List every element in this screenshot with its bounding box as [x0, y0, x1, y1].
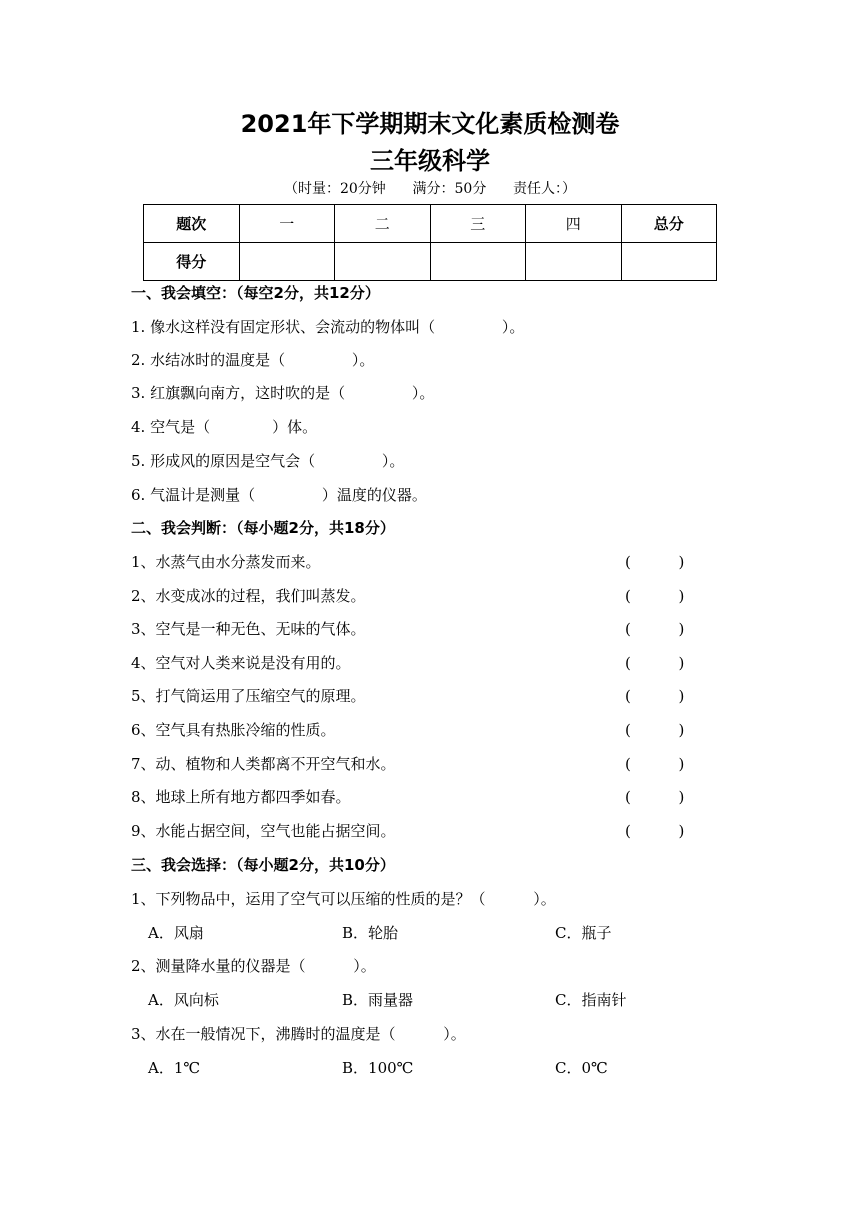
true-false-question: 9、水能占据空间，空气也能占据空间。: [131, 822, 396, 840]
exam-meta: （时量：20分钟 满分：50分 责任人：）: [283, 181, 577, 197]
choice-question: 3、水在一般情况下，沸腾时的温度是（ ）。: [131, 1025, 466, 1043]
score-table-header-cell: 题次: [144, 205, 240, 243]
choice-option-b[interactable]: B．轮胎: [342, 924, 399, 942]
fill-blank-question: 1. 像水这样没有固定形状、会流动的物体叫（ ）。: [131, 318, 525, 336]
choice-option-c[interactable]: C．0℃: [555, 1059, 608, 1077]
fill-blank-question: 2. 水结冰时的温度是（ ）。: [131, 351, 375, 369]
choice-option-a[interactable]: A．1℃: [148, 1059, 201, 1077]
fill-blank-question: 4. 空气是（ ）体。: [131, 418, 318, 436]
true-false-question: 8、地球上所有地方都四季如春。: [131, 788, 351, 806]
fill-blank-question: 6. 气温计是测量（ ）温度的仪器。: [131, 486, 427, 504]
answer-blank[interactable]: ( ): [625, 687, 685, 705]
true-false-question: 7、动、植物和人类都离不开空气和水。: [131, 755, 396, 773]
score-cell[interactable]: [335, 243, 431, 281]
choice-option-b[interactable]: B．雨量器: [342, 991, 414, 1009]
section-heading-fill-blank: 一、我会填空：（每空2分，共12分）: [131, 284, 380, 302]
answer-blank[interactable]: ( ): [625, 721, 685, 739]
true-false-question: 4、空气对人类来说是没有用的。: [131, 654, 351, 672]
answer-blank[interactable]: ( ): [625, 755, 685, 773]
score-table-header-cell: 总分: [621, 205, 717, 243]
score-cell[interactable]: [239, 243, 335, 281]
fill-blank-question: 5. 形成风的原因是空气会（ ）。: [131, 452, 405, 470]
answer-blank[interactable]: ( ): [625, 822, 685, 840]
answer-blank[interactable]: ( ): [625, 654, 685, 672]
answer-blank[interactable]: ( ): [625, 620, 685, 638]
fill-blank-question: 3. 红旗飘向南方，这时吹的是（ ）。: [131, 384, 435, 402]
true-false-question: 1、水蒸气由水分蒸发而来。: [131, 553, 321, 571]
score-table-header-cell: 一: [239, 205, 335, 243]
answer-blank[interactable]: ( ): [625, 788, 685, 806]
exam-subtitle: 三年级科学: [370, 147, 490, 175]
true-false-question: 5、打气筒运用了压缩空气的原理。: [131, 687, 366, 705]
score-table-row-label: 得分: [144, 243, 240, 281]
choice-question: 1、下列物品中，运用了空气可以压缩的性质的是？（ ）。: [131, 890, 556, 908]
choice-option-c[interactable]: C．瓶子: [555, 924, 612, 942]
choice-option-b[interactable]: B．100℃: [342, 1059, 414, 1077]
score-cell[interactable]: [621, 243, 717, 281]
exam-title: 2021年下学期期末文化素质检测卷: [240, 110, 620, 138]
choice-option-c[interactable]: C．指南针: [555, 991, 627, 1009]
score-table-header-cell: 三: [430, 205, 526, 243]
section-heading-true-false: 二、我会判断：（每小题2分，共18分）: [131, 519, 395, 537]
true-false-question: 3、空气是一种无色、无味的气体。: [131, 620, 366, 638]
score-cell[interactable]: [526, 243, 622, 281]
score-table-header-cell: 二: [335, 205, 431, 243]
score-table-header-row: [144, 205, 717, 243]
true-false-question: 2、水变成冰的过程，我们叫蒸发。: [131, 587, 366, 605]
answer-blank[interactable]: ( ): [625, 587, 685, 605]
answer-blank[interactable]: ( ): [625, 553, 685, 571]
choice-question: 2、测量降水量的仪器是（ ）。: [131, 957, 376, 975]
section-heading-multiple-choice: 三、我会选择：（每小题2分，共10分）: [131, 856, 395, 874]
score-table-score-row: [144, 243, 717, 281]
score-table-header-cell: 四: [526, 205, 622, 243]
choice-option-a[interactable]: A．风扇: [148, 924, 204, 942]
choice-option-a[interactable]: A．风向标: [148, 991, 219, 1009]
score-table: [143, 204, 717, 281]
score-cell[interactable]: [430, 243, 526, 281]
true-false-question: 6、空气具有热胀冷缩的性质。: [131, 721, 336, 739]
